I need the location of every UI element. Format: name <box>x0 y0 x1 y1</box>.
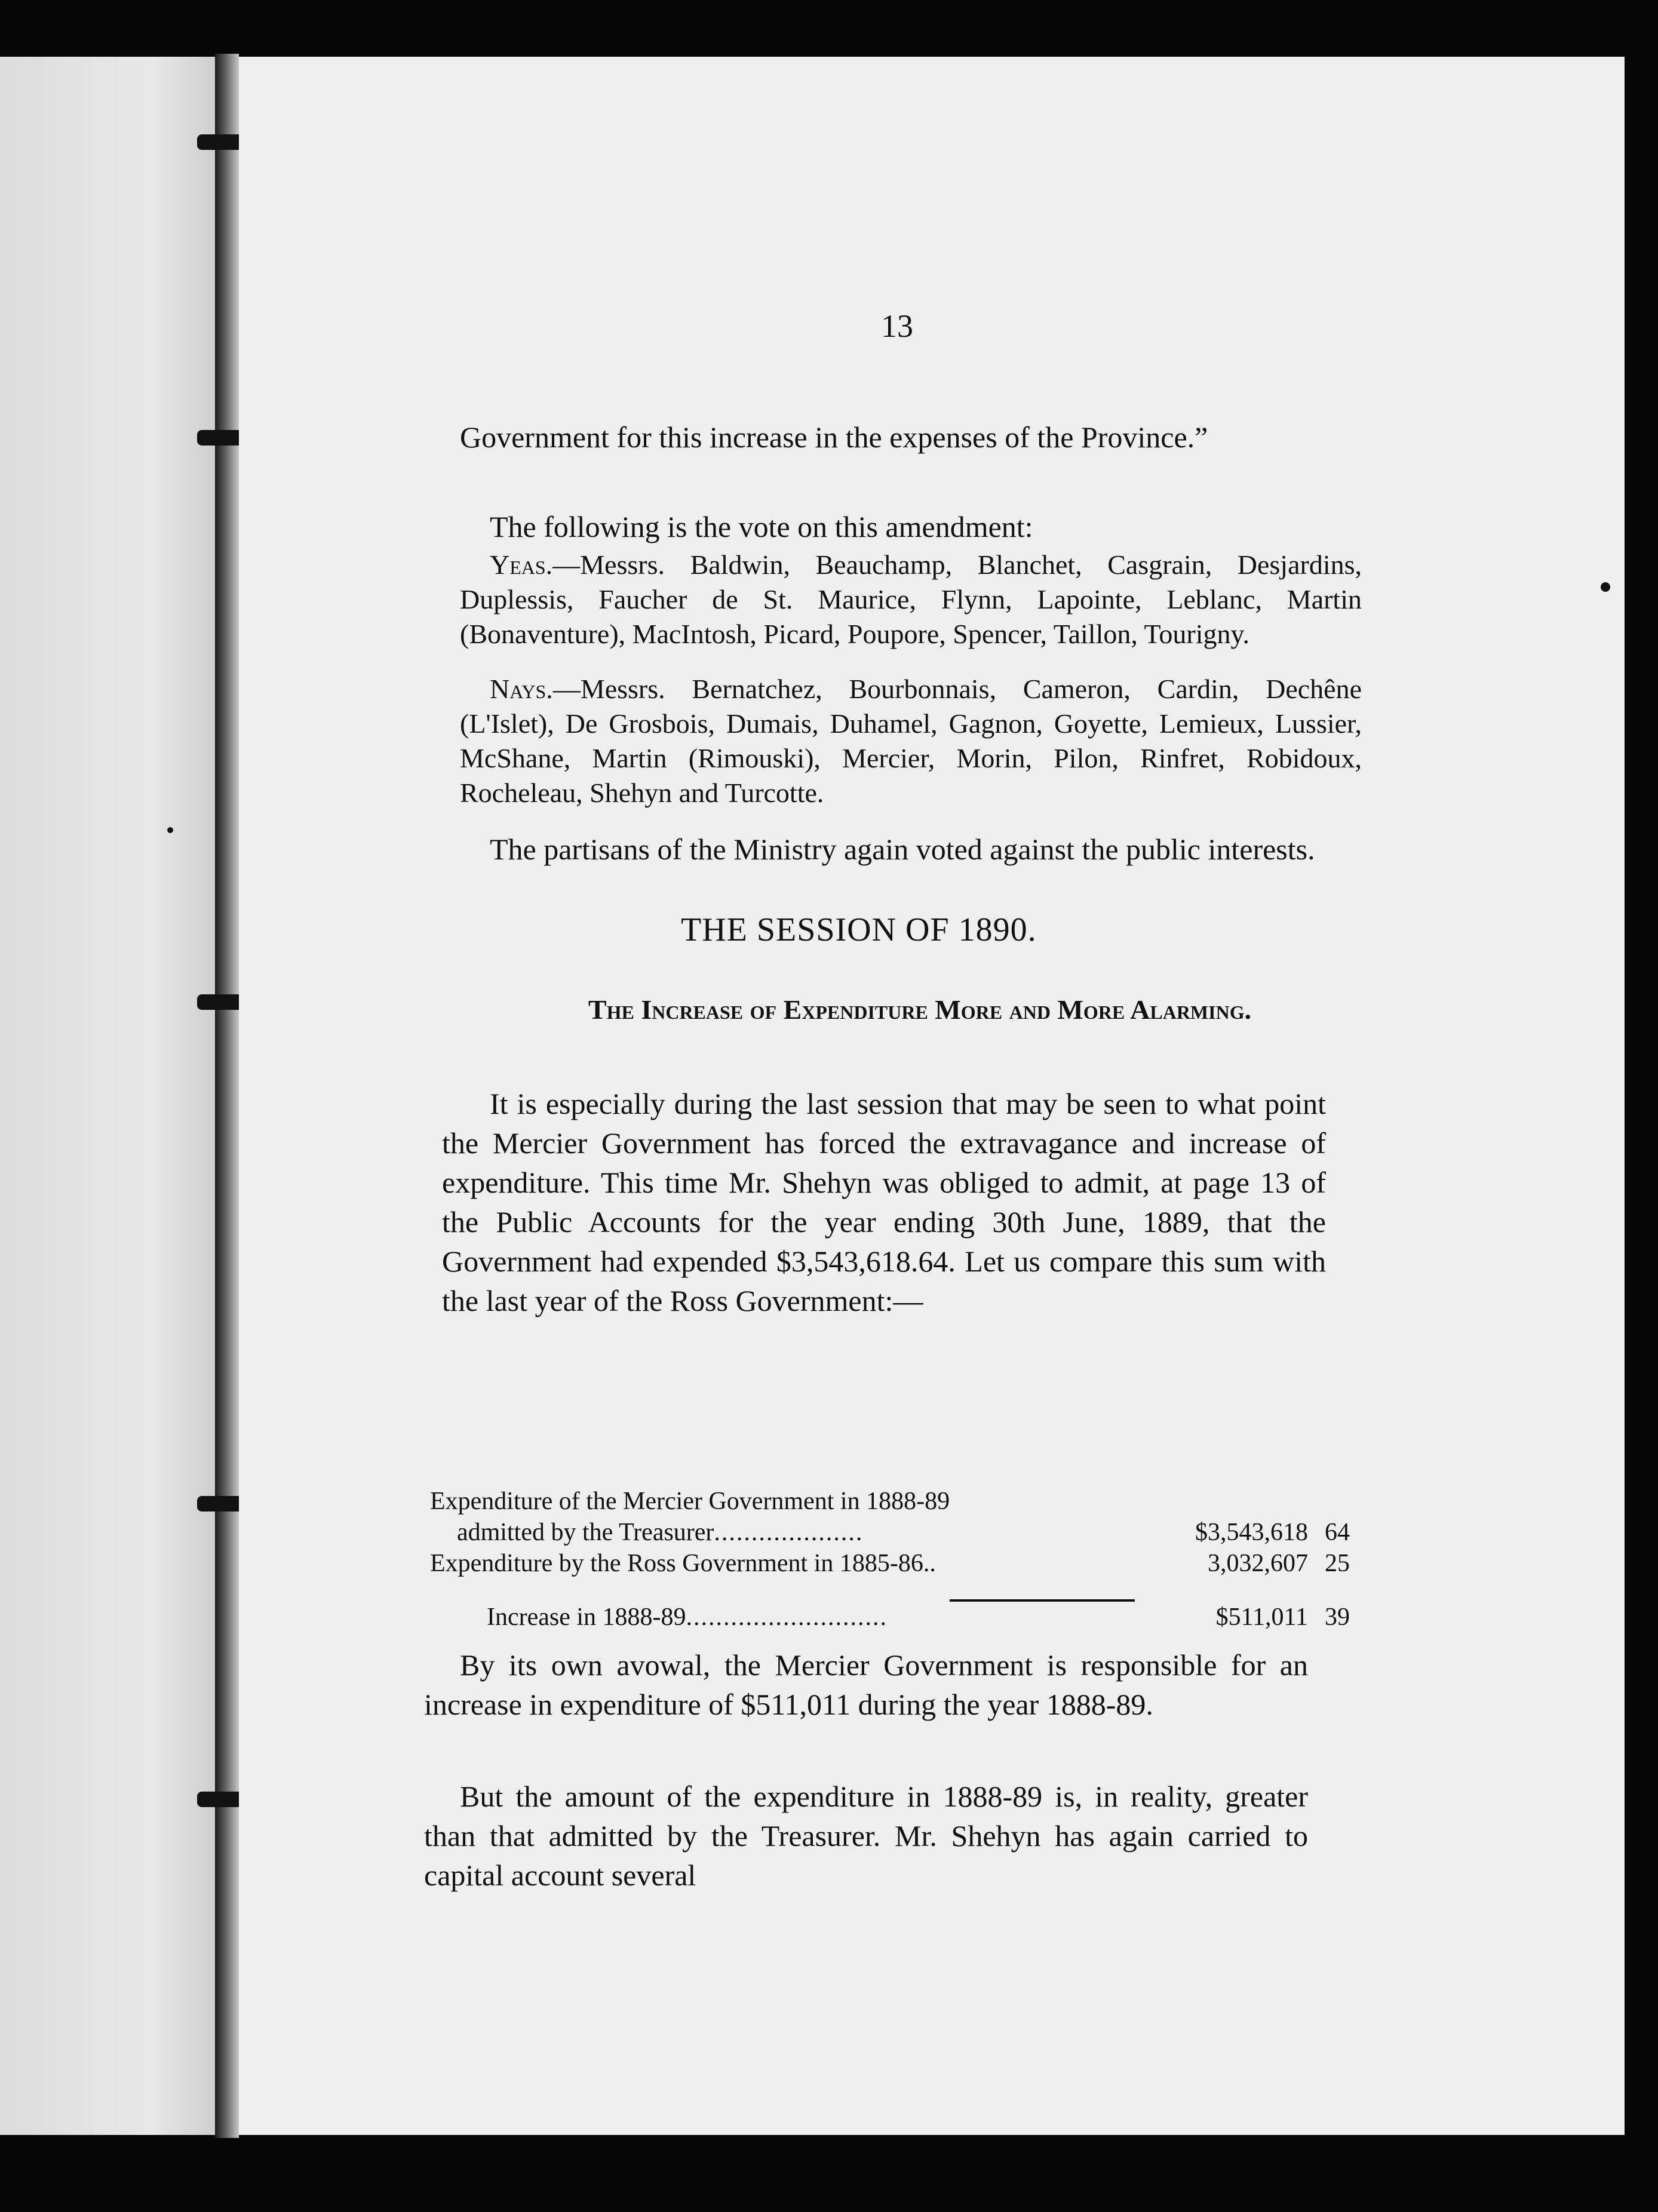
row-label: admitted by the Treasurer.................... <box>457 1519 864 1546</box>
row-label: Expenditure by the Ross Government in 1885-86.. <box>430 1550 936 1577</box>
page-number: 13 <box>881 308 913 344</box>
binding-spine <box>215 54 239 2138</box>
section-subtitle: The Increase of Expenditure More and More Alarming. <box>588 994 1252 1025</box>
expenditure-row-increase <box>430 1603 1350 1634</box>
expenditure-row-ross <box>430 1549 1350 1580</box>
yeas-text: —Messrs. Baldwin, Beauchamp, Blanchet, Casgrain, Desjardins, Duplessis, Faucher de St. Maurice, Flynn, Lapointe, Leblanc, Martin (Bonaventure), MacIntosh, Picard, Poupore, Spencer, Taillon, Tourigny. <box>460 549 1362 649</box>
yeas-label: Yeas. <box>490 549 553 580</box>
row-dollars: $511,011 <box>1215 1603 1308 1631</box>
row-label: Expenditure of the Mercier Government in 1888-89 <box>430 1488 950 1515</box>
paragraph-amount: But the amount of the expenditure in 1888-89 is, in reality, greater than that admitted by the Treasurer. Mr. Shehyn has again carried to capital account several <box>424 1780 1308 1892</box>
facing-page-edge <box>0 57 215 2135</box>
expenditure-row-mercier <box>430 1487 1350 1518</box>
row-dollars: $3,543,618 <box>1195 1519 1308 1546</box>
yeas-paragraph <box>460 548 1362 652</box>
paragraph-vote-intro: The following is the vote on this amendment: <box>490 510 1033 543</box>
expenditure-row-mercier-cont <box>430 1518 1350 1549</box>
document-page <box>239 57 1625 2135</box>
row-cents: 39 <box>1325 1603 1350 1631</box>
page-blemish <box>167 827 173 833</box>
nays-paragraph <box>460 672 1362 810</box>
paragraph-partisans: The partisans of the Ministry again voted against the public interests. <box>490 832 1315 866</box>
nays-text: —Messrs. Bernatchez, Bourbonnais, Cameron, Cardin, Dechêne (L'Islet), De Grosbois, Dumais, Duhamel, Gagnon, Goyette, Lemieux, Lussier, McShane, Martin (Rimouski), Mercier, Morin, Pilon, Rinfret, Robidoux, Rocheleau, Shehyn and Turcotte. <box>460 674 1362 808</box>
nays-label: Nays. <box>490 674 553 704</box>
paragraph-especially: It is especially during the last session that may be seen to what point the Mercier Government has forced the extravagance and increase of expenditure. This time Mr. Shehyn was obliged to admit, at page 13 of the Public Accounts for the year ending 30th June, 1889, that the Government had expended $3,543,618.64. Let us compare this sum with the last year of the Ross Government:— <box>442 1087 1326 1317</box>
row-dollars: 3,032,607 <box>1208 1550 1308 1577</box>
expenditure-table <box>430 1487 1350 1634</box>
paragraph-avowal: By its own avowal, the Mercier Government is responsible for an increase in expenditure of $511,011 during the year 1888-89. <box>424 1648 1308 1721</box>
total-rule <box>950 1599 1135 1602</box>
paragraph-continued: Government for this increase in the expenses of the Province.” <box>460 420 1208 454</box>
page-blemish <box>1601 582 1610 592</box>
section-title: THE SESSION OF 1890. <box>681 911 1037 948</box>
row-cents: 25 <box>1325 1550 1350 1577</box>
row-label: Increase in 1888-89........................... <box>487 1603 888 1631</box>
row-cents: 64 <box>1325 1519 1350 1546</box>
